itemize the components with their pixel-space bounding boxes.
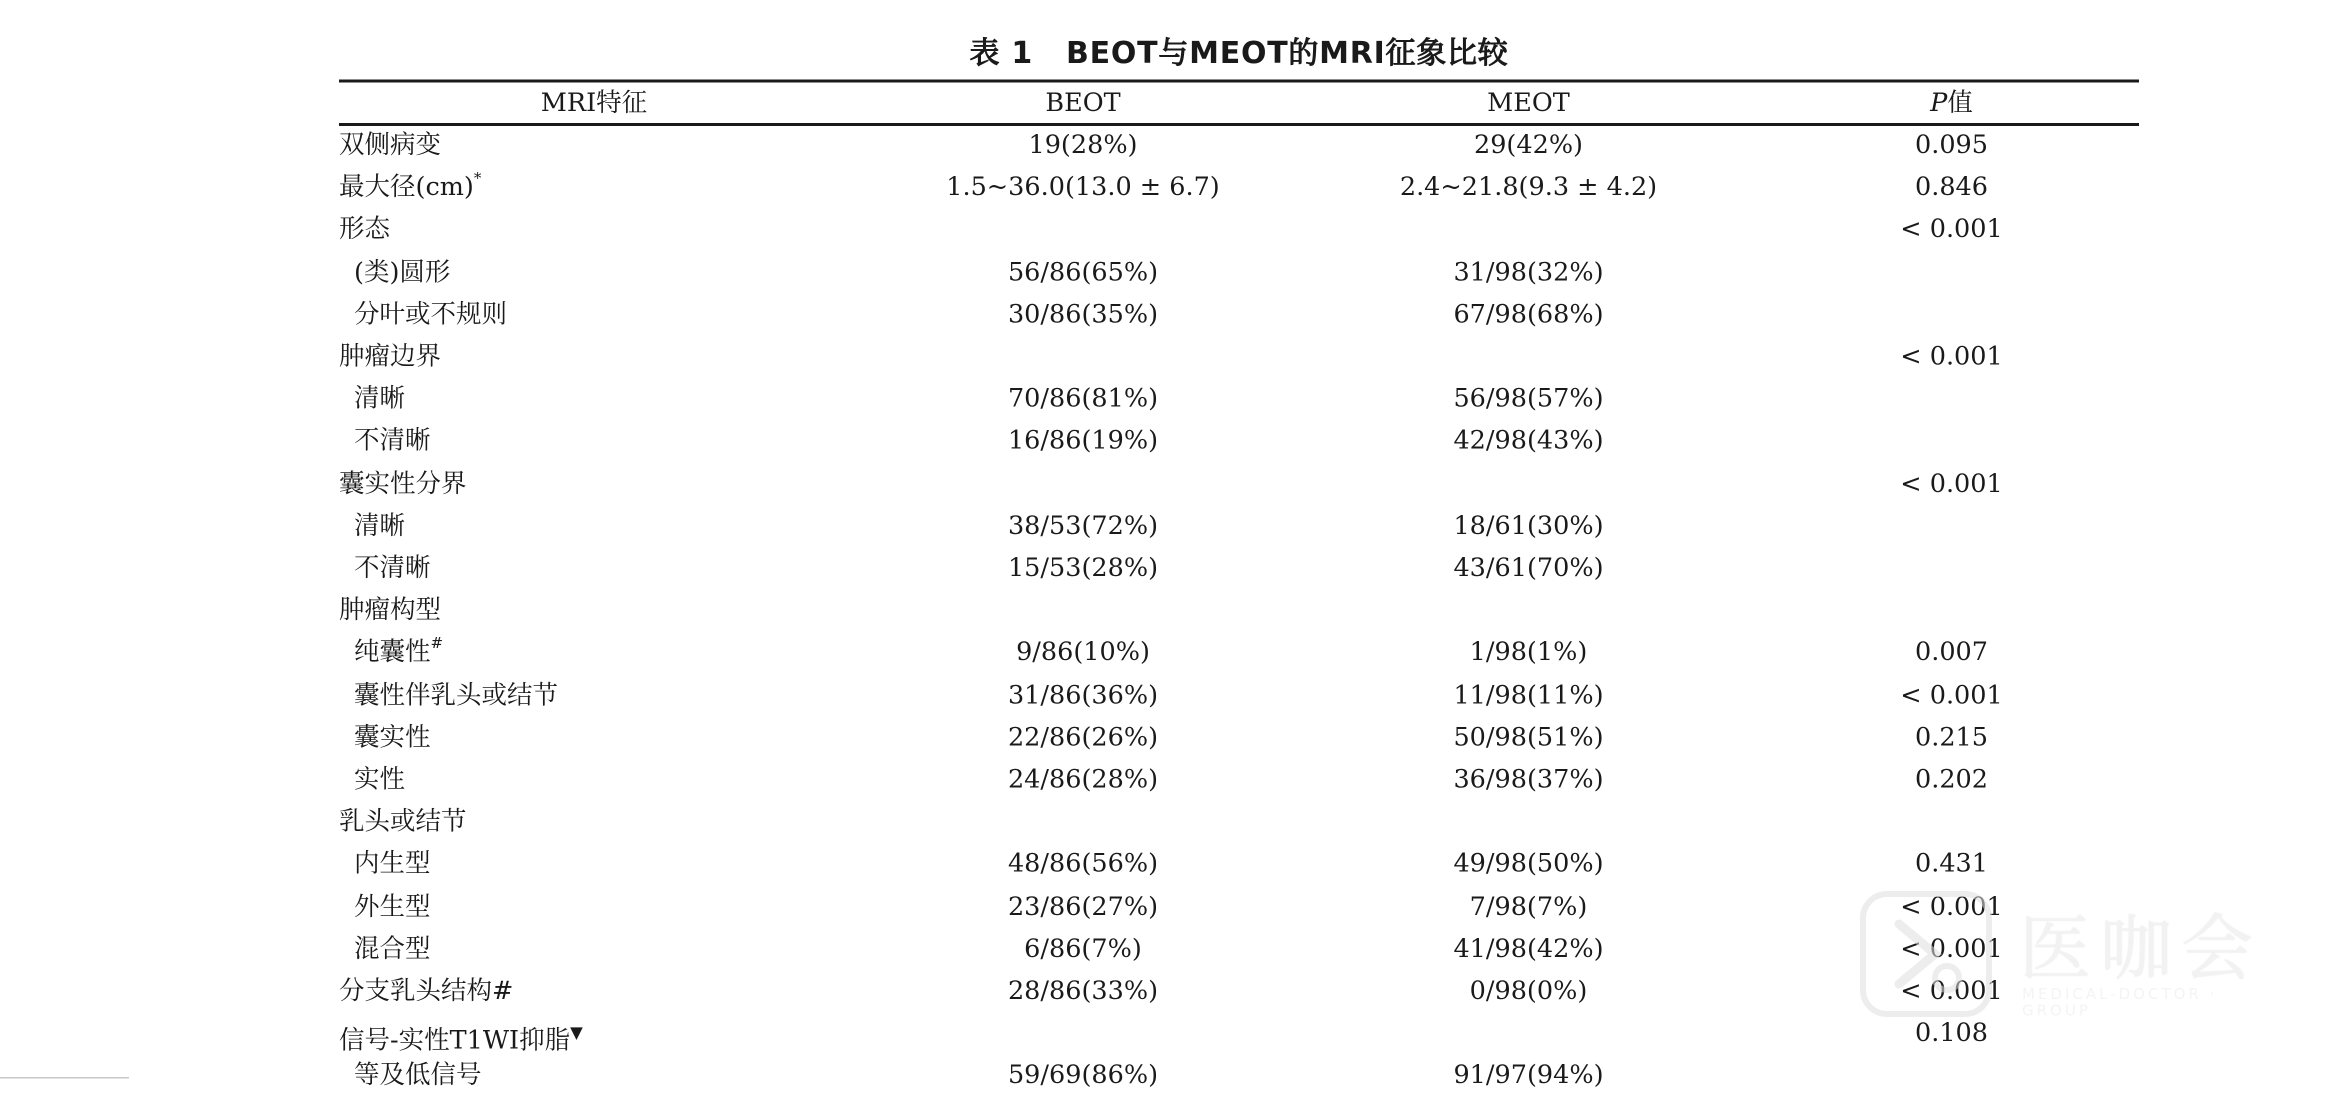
row-meot: 36/98(37%) — [1453, 765, 1604, 795]
row-feature-wrap — [339, 167, 481, 209]
table-row — [339, 505, 2139, 547]
row-feature: 乳头或结节 — [339, 807, 467, 838]
row-feature: (类)圆形 — [354, 257, 451, 288]
header-p-suffix: 值 — [1947, 88, 1973, 119]
row-feature: 囊实性分界 — [339, 468, 467, 499]
header-feature: MRI特征 — [540, 88, 648, 119]
row-p-value: < 0.001 — [1900, 680, 2003, 711]
table-title: BEOT与MEOT的MRI征象比较 — [1066, 34, 1509, 71]
watermark — [1854, 882, 2289, 1026]
row-beot: 28/86(33%) — [1007, 976, 1159, 1007]
row-p-value: 0.215 — [1914, 722, 1988, 753]
table-row — [339, 674, 2139, 716]
row-meot: 67/98(68%) — [1453, 299, 1604, 330]
row-feature: 肿瘤边界 — [339, 342, 441, 372]
row-beot: 6/86(7%) — [1024, 934, 1142, 965]
table-row — [339, 548, 2139, 590]
row-beot: 15/53(28%) — [1007, 553, 1159, 584]
row-meot: 31/98(32%) — [1453, 257, 1604, 288]
table-row — [339, 1055, 2139, 1097]
row-meot: 50/98(51%) — [1453, 722, 1604, 753]
header-p-italic: P — [1930, 88, 1948, 119]
row-p-value: 0.202 — [1914, 765, 1988, 795]
watermark-name: 医咖会 — [2019, 907, 2263, 992]
row-feature: 清晰 — [354, 511, 405, 542]
table-row — [339, 421, 2139, 463]
row-meot: 41/98(42%) — [1453, 934, 1604, 965]
table-row — [339, 336, 2139, 378]
row-p-value: 0.846 — [1914, 172, 1988, 203]
row-feature: 实性 — [354, 765, 405, 795]
row-feature: 肿瘤构型 — [339, 595, 441, 626]
row-meot: 1/98(1%) — [1469, 638, 1588, 669]
row-feature: 分支乳头结构# — [339, 976, 514, 1007]
row-feature: 内生型 — [354, 849, 431, 880]
row-meot: 11/98(11%) — [1453, 680, 1604, 711]
row-feature: 最大径(cm) — [339, 172, 474, 203]
row-meot: 0/98(0%) — [1469, 976, 1588, 1007]
footnote-mark: # — [430, 636, 444, 654]
row-feature: 清晰 — [354, 384, 405, 415]
header-meot: MEOT — [1487, 88, 1570, 119]
table-row — [339, 209, 2139, 251]
row-beot: 22/86(26%) — [1007, 722, 1159, 753]
row-feature: 双侧病变 — [339, 130, 441, 161]
row-feature: 囊性伴乳头或结节 — [354, 680, 558, 711]
row-feature: 囊实性 — [354, 722, 431, 753]
row-meot: 29(42%) — [1473, 130, 1584, 161]
row-feature: 外生型 — [354, 891, 431, 922]
row-meot: 42/98(43%) — [1453, 426, 1604, 457]
table-row — [339, 759, 2139, 801]
row-meot: 56/98(57%) — [1453, 384, 1604, 415]
row-p-value: 0.431 — [1914, 849, 1988, 880]
header-beot: BEOT — [1045, 88, 1121, 119]
row-p-value: < 0.001 — [1900, 891, 2003, 922]
row-beot: 19(28%) — [1028, 130, 1138, 161]
table-row — [339, 632, 2139, 674]
table-row — [339, 294, 2139, 336]
row-beot: 48/86(56%) — [1007, 849, 1159, 880]
row-beot: 9/86(10%) — [1016, 638, 1150, 669]
table-row — [339, 463, 2139, 505]
row-meot: 7/98(7%) — [1469, 891, 1588, 922]
row-p-value: < 0.001 — [1900, 215, 2003, 246]
row-meot: 49/98(50%) — [1453, 849, 1604, 880]
table-number: 表 1 — [969, 34, 1034, 71]
table-row — [339, 590, 2139, 632]
row-beot: 31/86(36%) — [1007, 680, 1159, 711]
row-beot: 38/53(72%) — [1007, 511, 1159, 542]
row-p-value: < 0.001 — [1900, 468, 2003, 499]
row-beot: 59/69(86%) — [1007, 1061, 1159, 1092]
row-p-value: 0.095 — [1914, 130, 1988, 161]
table-row — [339, 167, 2139, 209]
row-feature: 等及低信号 — [354, 1061, 482, 1092]
row-feature: 纯囊性 — [354, 638, 431, 669]
row-feature-wrap — [354, 632, 443, 674]
table-caption — [339, 30, 2139, 75]
table-row — [339, 251, 2139, 293]
row-beot: 1.5~36.0(13.0 ± 6.7) — [946, 172, 1220, 203]
table-row — [339, 717, 2139, 759]
table-row — [339, 801, 2139, 843]
page-edge-line — [0, 1077, 129, 1079]
row-p-value: < 0.001 — [1900, 934, 2003, 965]
row-meot: 18/61(30%) — [1453, 511, 1604, 542]
row-p-value: 0.108 — [1914, 1018, 1988, 1049]
row-p-value: < 0.001 — [1900, 976, 2003, 1007]
header-p-value — [1877, 83, 2027, 125]
row-feature: 不清晰 — [354, 553, 431, 584]
table-row — [339, 125, 2139, 167]
row-p-value: 0.007 — [1914, 638, 1988, 669]
row-beot: 70/86(81%) — [1007, 384, 1159, 415]
row-feature: 不清晰 — [354, 426, 431, 457]
watermark-subtitle: MEDICAL-DOCTOR · GROUP — [2022, 987, 2218, 1020]
watermark-logo-icon — [1854, 888, 1998, 1020]
row-beot: 30/86(35%) — [1007, 299, 1159, 330]
row-feature: 分叶或不规则 — [354, 299, 507, 330]
triangle-marker-icon: ▼ — [570, 1023, 583, 1043]
row-feature: 混合型 — [354, 934, 431, 965]
table-row — [339, 378, 2139, 420]
row-meot: 43/61(70%) — [1453, 553, 1604, 584]
footnote-mark: * — [473, 171, 482, 188]
table-row — [339, 844, 2139, 886]
row-meot: 91/97(94%) — [1453, 1061, 1604, 1092]
row-beot: 24/86(28%) — [1007, 765, 1159, 795]
row-beot: 16/86(19%) — [1007, 426, 1159, 457]
table-header-row — [339, 83, 2139, 125]
row-p-value: < 0.001 — [1900, 342, 2003, 372]
row-meot: 2.4~21.8(9.3 ± 4.2) — [1399, 172, 1658, 203]
row-feature: 信号-实性T1WI抑脂 — [339, 1026, 571, 1057]
row-beot: 23/86(27%) — [1007, 891, 1159, 922]
row-feature: 形态 — [339, 215, 390, 246]
row-beot: 56/86(65%) — [1007, 257, 1159, 288]
